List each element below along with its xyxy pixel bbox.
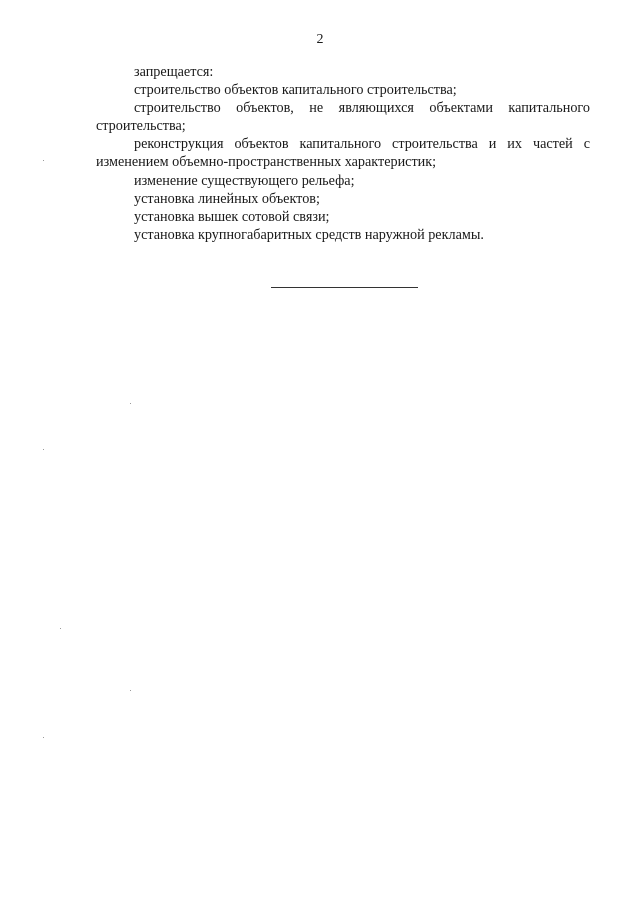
scan-speck [60, 628, 61, 629]
scan-speck [130, 690, 131, 691]
paragraph-linear-objects: установка линейных объектов; [134, 190, 320, 207]
paragraph-cell-towers: установка вышек сотовой связи; [134, 208, 330, 225]
scan-speck [43, 737, 44, 738]
paragraph-prohibited-intro: запрещается: [134, 64, 214, 80]
scan-speck [130, 403, 131, 404]
page-number: 2 [316, 32, 324, 47]
paragraph-capital-construction: строительство объектов капитального строительства; [134, 82, 457, 99]
end-of-document-rule [271, 287, 418, 288]
scan-speck [43, 449, 44, 450]
document-body [96, 63, 590, 244]
paragraph-non-capital-construction: строительство объектов, не являющихся объектами капитального строительства; [96, 100, 590, 135]
scan-speck [43, 160, 44, 161]
paragraph-outdoor-advertising: установка крупногабаритных средств наружной рекламы. [134, 226, 484, 243]
paragraph-reconstruction: реконструкция объектов капитального строительства и их частей с изменением объемно-пространственных характеристик; [96, 136, 590, 171]
paragraph-relief-change: изменение существующего рельефа; [134, 172, 355, 189]
